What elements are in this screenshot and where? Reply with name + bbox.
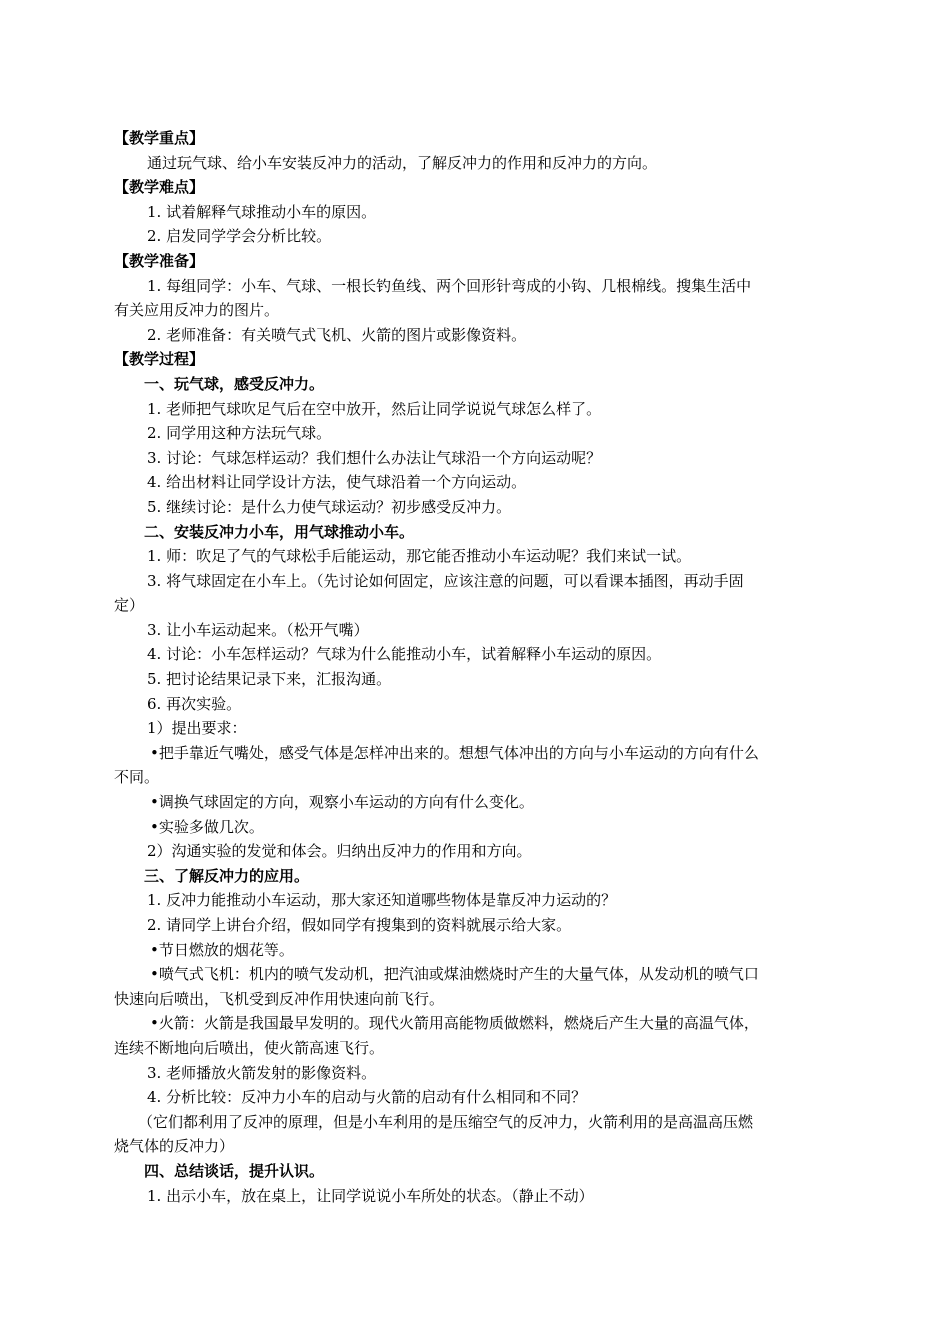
part-title: 一、玩气球，感受反冲力。 xyxy=(144,374,325,393)
section-heading-focus: 【教学重点】 xyxy=(114,129,205,147)
section-heading-process: 【教学过程】 xyxy=(114,350,205,369)
list-item: 2. 启发同学学会分析比较。 xyxy=(147,227,332,246)
list-item-continuation: 有关应用反冲力的图片。 xyxy=(114,301,280,320)
list-item: 2. 同学用这种方法玩气球。 xyxy=(147,424,332,443)
part-title: 二、安装反冲力小车，用气球推动小车。 xyxy=(144,522,415,541)
list-item: 4. 讨论：小车怎样运动？气球为什么能推动小车，试着解释小车运动的原因。 xyxy=(147,645,662,664)
list-item: 4. 给出材料让同学设计方法，使气球沿着一个方向运动。 xyxy=(147,473,527,492)
section-heading-preparation: 【教学准备】 xyxy=(114,251,205,270)
list-item: 4. 分析比较：反冲力小车的启动与火箭的启动有什么相同和不同？ xyxy=(147,1088,587,1107)
list-item: 1. 师：吹足了气的气球松手后能运动，那它能否推动小车运动呢？我们来试一试。 xyxy=(147,547,692,566)
list-item: 3. 老师播放火箭发射的影像资料。 xyxy=(147,1063,377,1082)
bullet-item: •调换气球固定的方向，观察小车运动的方向有什么变化。 xyxy=(150,793,534,812)
list-item: 3. 将气球固定在小车上。（先讨论如何固定，应该注意的问题，可以看课本插图，再动手固 xyxy=(147,571,744,590)
list-item: 1. 出示小车，放在桌上，让同学说说小车所处的状态。（静止不动） xyxy=(147,1186,594,1205)
bullet-item: •喷气式飞机：机内的喷气发动机，把汽油或煤油燃烧时产生的大量气体，从发动机的喷气口 xyxy=(150,965,759,984)
bullet-item-continuation: 连续不断地向后喷出，使火箭高速飞行。 xyxy=(114,1038,385,1057)
list-item: 1. 试着解释气球推动小车的原因。 xyxy=(147,202,377,221)
list-item: 6. 再次实验。 xyxy=(147,694,242,713)
sub-list-item: 1）提出要求： xyxy=(147,719,247,738)
bullet-item-continuation: 快速向后喷出，飞机受到反冲作用快速向前飞行。 xyxy=(114,989,445,1008)
list-item: 2. 请同学上讲台介绍，假如同学有搜集到的资料就展示给大家。 xyxy=(147,916,572,934)
part-title: 三、了解反冲力的应用。 xyxy=(144,866,310,885)
bullet-item: •把手靠近气嘴处，感受气体是怎样冲出来的。想想气体冲出的方向与小车运动的方向有什么 xyxy=(150,743,759,762)
bullet-item: •节日燃放的烟花等。 xyxy=(150,940,294,959)
list-item: 2. 老师准备：有关喷气式飞机、火箭的图片或影像资料。 xyxy=(147,325,527,344)
sub-list-item: 2）沟通实验的发觉和体会。归纳出反冲力的作用和方向。 xyxy=(147,842,532,861)
list-item: 3. 讨论：气球怎样运动？我们想什么办法让气球沿一个方向运动呢？ xyxy=(147,448,602,467)
bullet-item: •实验多做几次。 xyxy=(150,817,264,836)
document-page xyxy=(114,126,836,1208)
list-item-continuation: 定） xyxy=(114,596,145,615)
list-item: 5. 把讨论结果记录下来，汇报沟通。 xyxy=(147,670,392,689)
bullet-item: •火箭：火箭是我国最早发明的。现代火箭用高能物质做燃料，燃烧后产生大量的高温气体， xyxy=(150,1014,759,1033)
list-item: 1. 老师把气球吹足气后在空中放开，然后让同学说说气球怎么样了。 xyxy=(147,399,602,418)
part-title: 四、总结谈话，提升认识。 xyxy=(144,1161,325,1180)
list-item: 3. 让小车运动起来。（松开气嘴） xyxy=(147,620,369,639)
bullet-item-continuation: 不同。 xyxy=(114,768,160,787)
note-text-continuation: 烧气体的反冲力） xyxy=(114,1137,235,1156)
list-item: 1. 每组同学：小车、气球、一根长钓鱼线、两个回形针弯成的小钩、几根棉线。搜集生活中 xyxy=(147,276,752,295)
focus-text: 通过玩气球、给小车安装反冲力的活动，了解反冲力的作用和反冲力的方向。 xyxy=(147,153,658,172)
section-heading-difficulty: 【教学难点】 xyxy=(114,178,205,197)
list-item: 1. 反冲力能推动小车运动，那大家还知道哪些物体是靠反冲力运动的？ xyxy=(147,891,617,910)
list-item: 5. 继续讨论：是什么力使气球运动？初步感受反冲力。 xyxy=(147,497,512,516)
note-text: （它们都利用了反冲的原理，但是小车利用的是压缩空气的反冲力，火箭利用的是高温高压燃 xyxy=(138,1112,754,1131)
